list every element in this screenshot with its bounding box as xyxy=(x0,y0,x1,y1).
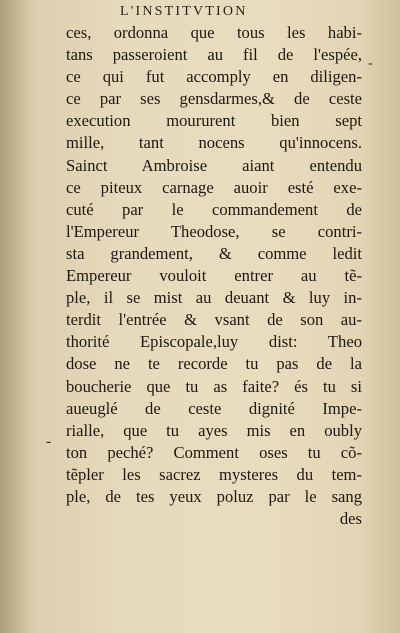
text-line: Empereur vouloit entrer au tẽ- xyxy=(66,266,362,286)
text-line: ce par ses gensdarmes,& de ceste xyxy=(66,89,362,109)
text-line: cuté par le commandement de xyxy=(66,199,362,219)
text-line: tans passeroient au fil de l'espée, xyxy=(66,45,362,65)
text-line: Sainct Ambroise aiant entendu xyxy=(66,155,362,175)
text-line: dose ne te recorde tu pas de la xyxy=(66,354,362,374)
text-line: ton peché? Comment oses tu cõ- xyxy=(66,442,362,462)
margin-dash-mark: - xyxy=(46,433,52,450)
body-text xyxy=(66,22,362,530)
text-line: terdit l'entrée & vsant de son au- xyxy=(66,310,362,330)
text-line: mille, tant nocens qu'innocens. xyxy=(66,133,362,153)
page-gutter-shadow xyxy=(0,0,30,633)
text-line: rialle, que tu ayes mis en oubly xyxy=(66,420,362,440)
text-line: ce piteux carnage auoir esté exe- xyxy=(66,177,362,197)
text-line: ces, ordonna que tous les habi- xyxy=(66,23,362,42)
text-line: ce qui fut accomply en diligen- xyxy=(66,67,362,87)
text-line: aueuglé de ceste dignité Impe- xyxy=(66,398,362,418)
margin-dash-mark: - xyxy=(368,56,373,71)
text-line: boucherie que tu as faite? és tu si xyxy=(66,376,362,396)
catchword: des xyxy=(339,509,362,529)
text-line: l'Empereur Theodose, se contri- xyxy=(66,221,362,241)
text-line: thorité Episcopale,luy dist: Theo xyxy=(66,332,362,352)
text-line: execution moururent bien sept xyxy=(66,111,362,131)
text-line: ple, il se mist au deuant & luy in- xyxy=(66,288,362,308)
text-line: tẽpler les sacrez mysteres du tem- xyxy=(66,464,362,484)
text-line: ple, de tes yeux poluz par le sang xyxy=(66,486,362,506)
text-line: sta grandement, & comme ledit xyxy=(66,243,362,263)
running-header: L'INSTITVTION xyxy=(120,4,248,19)
